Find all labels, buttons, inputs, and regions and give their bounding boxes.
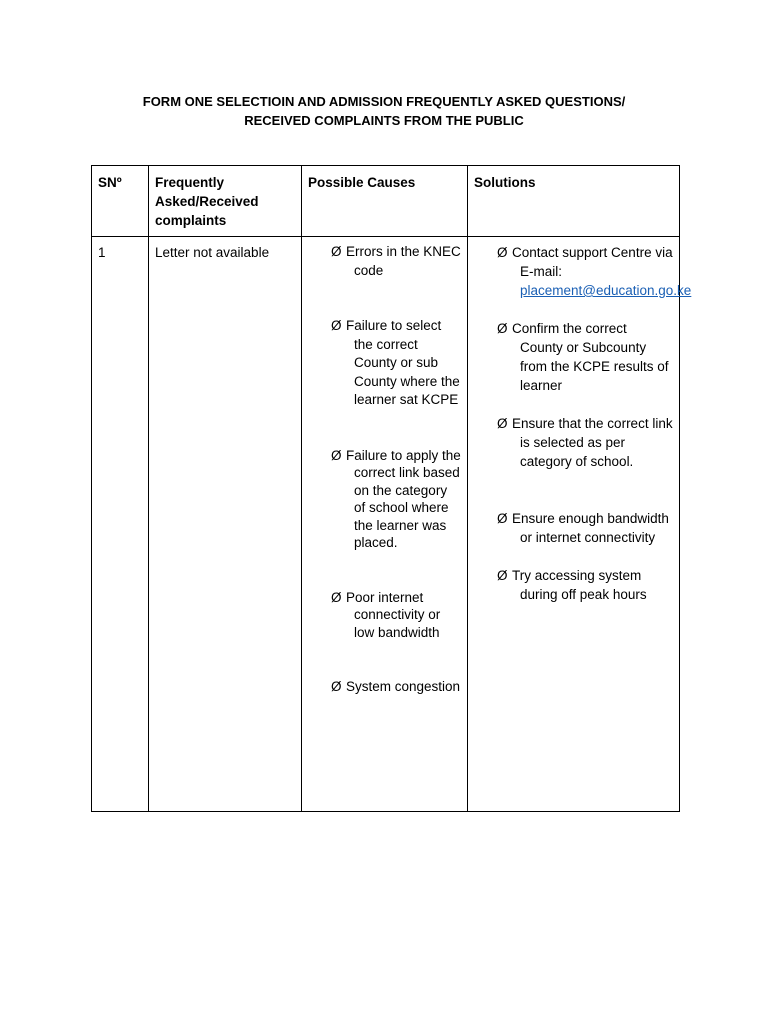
table-row: [92, 237, 680, 812]
cause-text: Failure to select the correct County or sub County where the learner sat KCPE: [346, 318, 460, 407]
cell-sn: 1: [92, 237, 149, 812]
support-email-link[interactable]: placement@education.go.ke: [520, 283, 692, 298]
title-line-1: FORM ONE SELECTIOIN AND ADMISSION FREQUENTLY ASKED QUESTIONS/: [142, 94, 626, 109]
solution-text: Ensure enough bandwidth or internet connectivity: [512, 511, 669, 545]
cell-question: Letter not available: [149, 237, 302, 812]
list-item: [497, 509, 673, 547]
solution-text: Ensure that the correct link is selected as per category of school.: [512, 416, 673, 469]
header-question: Frequently Asked/Received complaints: [149, 166, 302, 237]
solution-text: Contact support Centre via E-mail:: [512, 245, 673, 279]
document-title: [0, 92, 768, 130]
header-solutions: Solutions: [468, 166, 680, 237]
list-item: [497, 566, 673, 604]
bullet-icon: Ø: [331, 589, 342, 605]
bullet-icon: Ø: [497, 511, 508, 526]
bullet-icon: Ø: [331, 679, 342, 694]
causes-list: [308, 243, 461, 696]
list-item: [331, 678, 461, 696]
title-line-2: RECEIVED COMPLAINTS FROM THE PUBLIC: [244, 113, 524, 128]
bullet-icon: Ø: [497, 321, 508, 336]
solutions-list: [474, 243, 692, 604]
list-item: [497, 319, 673, 395]
list-item: [331, 317, 461, 410]
list-item: [331, 589, 461, 642]
bullet-icon: Ø: [497, 245, 508, 260]
solution-text: Confirm the correct County or Subcounty from the KCPE results of learner: [512, 321, 669, 393]
bullet-icon: Ø: [497, 568, 508, 583]
cell-solutions: [468, 237, 692, 812]
cause-text: Errors in the KNEC code: [346, 244, 461, 278]
bullet-icon: Ø: [331, 318, 342, 333]
list-item: [331, 447, 461, 552]
table-header-row: [92, 166, 680, 237]
list-item: [497, 243, 692, 300]
bullet-icon: Ø: [331, 447, 342, 463]
list-item: [331, 243, 461, 280]
solution-text: Try accessing system during off peak hours: [512, 568, 647, 602]
list-item: [497, 414, 673, 471]
cause-text: Failure to apply the correct link based on the category of school where the learner was placed.: [346, 447, 461, 550]
cause-text: Poor internet connectivity or low bandwidth: [346, 589, 441, 640]
bullet-icon: Ø: [497, 416, 508, 431]
cell-causes: [302, 237, 468, 812]
header-causes: Possible Causes: [302, 166, 468, 237]
cause-text: System congestion: [346, 679, 461, 694]
faq-table: [91, 165, 692, 812]
header-sn: SNº: [92, 166, 149, 237]
bullet-icon: Ø: [331, 244, 342, 259]
